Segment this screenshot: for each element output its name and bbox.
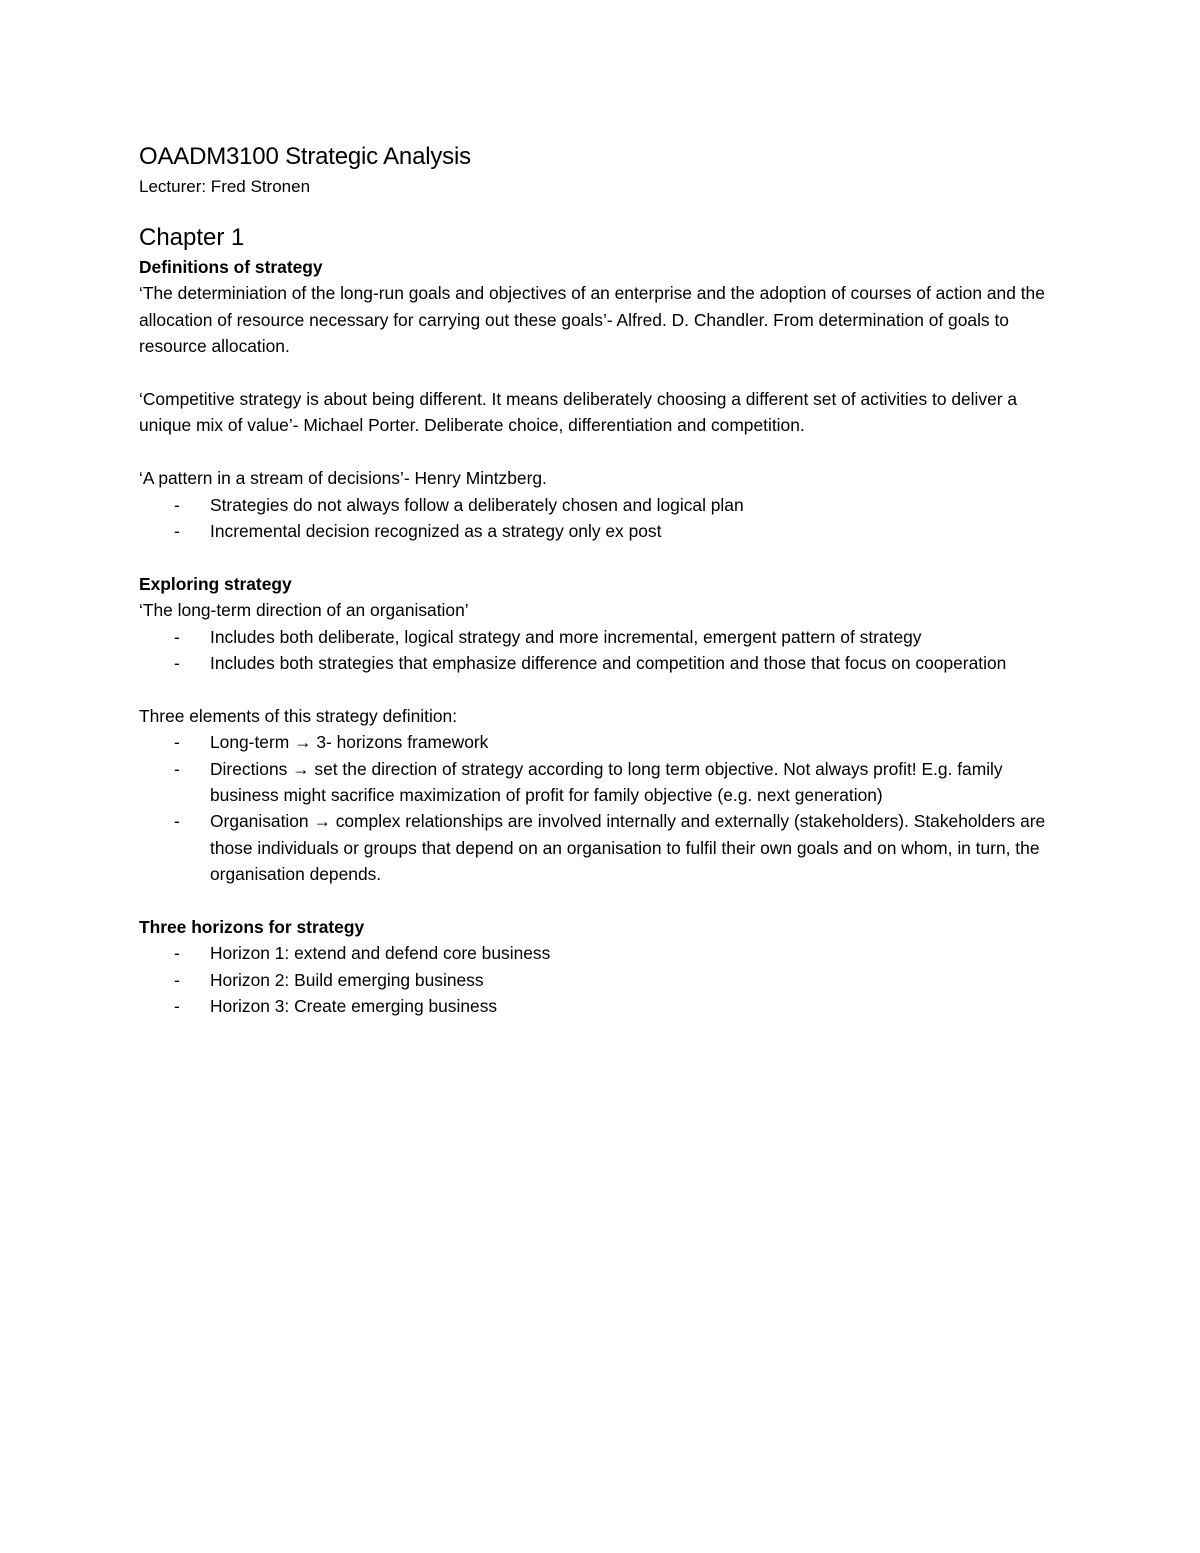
dash-bullet: - <box>174 521 180 542</box>
spacer <box>139 439 1069 465</box>
elements-list <box>139 729 1069 887</box>
dash-bullet: - <box>174 811 180 832</box>
mintzberg-quote: ‘A pattern in a stream of decisions’- Henry Mintzberg. <box>139 468 547 489</box>
horizons-list <box>139 940 1069 1019</box>
exploring-list <box>139 624 1069 677</box>
list-item-text: Includes both deliberate, logical strategy and more incremental, emergent pattern of strategy <box>210 626 922 647</box>
horizons-heading: Three horizons for strategy <box>139 917 365 938</box>
list-item <box>139 518 1069 544</box>
dash-bullet: - <box>174 969 180 990</box>
chandler-quote: ‘The determiniation of the long-run goals and objectives of an enterprise and the adoption of courses of action and the allocation of resource necessary for carrying out these goals’- Alfred. D. Chandler. From determination of goals to resource allocation. <box>139 283 1045 357</box>
arrow-right-icon: → <box>294 732 312 753</box>
list-item-text: Horizon 2: Build emerging business <box>210 969 484 990</box>
list-item-text: Horizon 1: extend and defend core business <box>210 943 551 964</box>
chapter-heading: Chapter 1 <box>139 224 245 251</box>
definitions-heading: Definitions of strategy <box>139 257 323 277</box>
list-item <box>139 729 1069 755</box>
list-item <box>139 756 1069 809</box>
list-item-text: Includes both strategies that emphasize difference and competition and those that focus on cooperation <box>210 653 1007 674</box>
list-item-text: Strategies do not always follow a deliberately chosen and logical plan <box>210 494 744 515</box>
dash-bullet: - <box>174 494 180 515</box>
dash-bullet: - <box>174 758 180 779</box>
arrow-right-icon: → <box>292 758 310 779</box>
dash-bullet: - <box>174 996 180 1017</box>
element-text: 3- horizons framework <box>316 732 489 753</box>
list-item <box>139 650 1069 676</box>
porter-quote: ‘Competitive strategy is about being different. It means deliberately choosing a different set of activities to deliver a unique mix of value’- Michael Porter. Deliberate choice, differentiation and competition. <box>139 389 1018 436</box>
dash-bullet: - <box>174 732 180 753</box>
mintzberg-list <box>139 492 1069 545</box>
list-item-text: Horizon 3: Create emerging business <box>210 996 498 1017</box>
spacer <box>139 888 1069 914</box>
document-title: OAADM3100 Strategic Analysis <box>139 143 471 170</box>
element-text: set the direction of strategy according to long term objective. Not always profit! E.g. family business might sacrifice maximization of profit for family objective (e.g. next generation) <box>210 758 1003 806</box>
lecturer-line: Lecturer: Fred Stronen <box>139 177 311 196</box>
dash-bullet: - <box>174 653 180 674</box>
list-item <box>139 492 1069 518</box>
list-item <box>139 624 1069 650</box>
dash-bullet: - <box>174 626 180 647</box>
dash-bullet: - <box>174 943 180 964</box>
document-content <box>139 140 1069 1020</box>
element-text: complex relationships are involved internally and externally (stakeholders). Stakeholders are those individuals or groups that depend on an organisation to fulfil their own goals and on whom, in turn, the organisation depends. <box>210 811 1046 885</box>
list-item-text: Incremental decision recognized as a strategy only ex post <box>210 521 662 542</box>
element-term: Organisation <box>210 811 309 832</box>
spacer <box>139 360 1069 386</box>
arrow-right-icon: → <box>313 811 331 832</box>
element-term: Directions <box>210 758 288 779</box>
exploring-heading: Exploring strategy <box>139 573 292 594</box>
exploring-quote: ‘The long-term direction of an organisation’ <box>139 600 469 621</box>
list-item <box>139 967 1069 993</box>
list-item <box>139 993 1069 1019</box>
spacer <box>139 544 1069 570</box>
list-item <box>139 940 1069 966</box>
spacer <box>139 676 1069 702</box>
element-term: Long-term <box>210 732 290 753</box>
elements-intro: Three elements of this strategy definition: <box>139 705 458 726</box>
list-item <box>139 808 1069 887</box>
